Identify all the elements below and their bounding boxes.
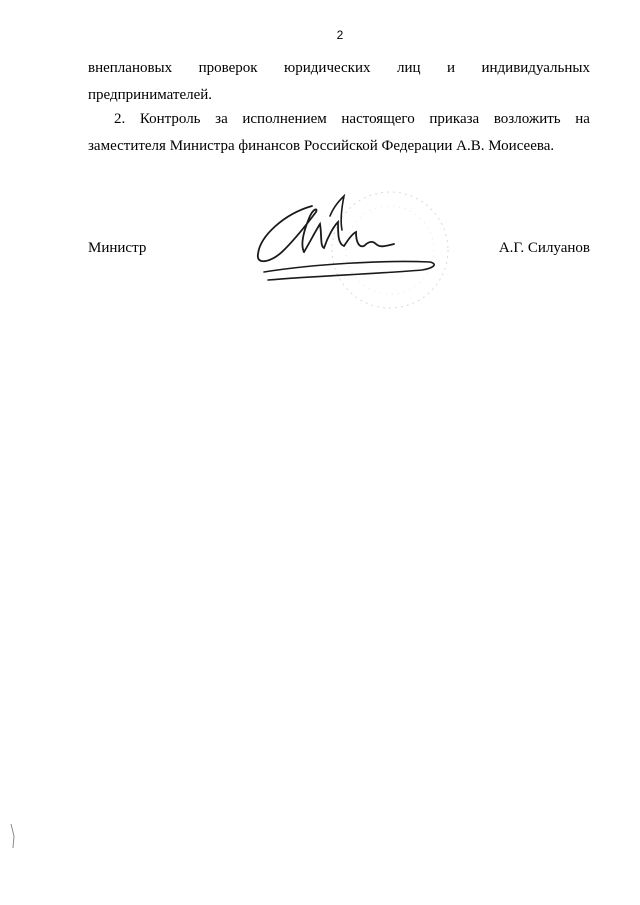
paragraph-line — [88, 55, 590, 82]
word: юридических — [284, 60, 371, 76]
word: индивидуальных — [481, 60, 590, 76]
handwritten-signature — [254, 186, 454, 316]
word: проверок — [198, 60, 258, 76]
word: на — [575, 111, 590, 127]
word: Контроль — [139, 111, 201, 127]
word: лиц — [396, 60, 421, 76]
signature-loop — [258, 206, 317, 261]
paragraph-control — [88, 106, 590, 160]
paragraph-line — [88, 106, 590, 133]
signatory-position: Министр — [88, 240, 147, 256]
word: и — [446, 60, 456, 76]
signature-strokes — [304, 222, 394, 252]
signature-tall-stroke — [330, 196, 344, 230]
scan-edge-mark — [8, 822, 20, 850]
word: настоящего — [341, 111, 415, 127]
signatory-name: А.Г. Силуанов — [498, 240, 590, 256]
word: возложить — [493, 111, 561, 127]
word: исполнением — [242, 111, 327, 127]
paragraph-line: заместителя Министра финансов Российской Федерации А.В. Моисеева. — [88, 138, 555, 154]
signature-underline — [264, 261, 434, 280]
paragraph-inspections — [88, 55, 590, 109]
word: приказа — [429, 111, 480, 127]
word: внеплановых — [88, 60, 173, 76]
word: 2. — [114, 111, 126, 127]
page-number: 2 — [336, 28, 344, 42]
word: за — [215, 111, 228, 127]
paragraph-line: предпринимателей. — [88, 87, 213, 103]
